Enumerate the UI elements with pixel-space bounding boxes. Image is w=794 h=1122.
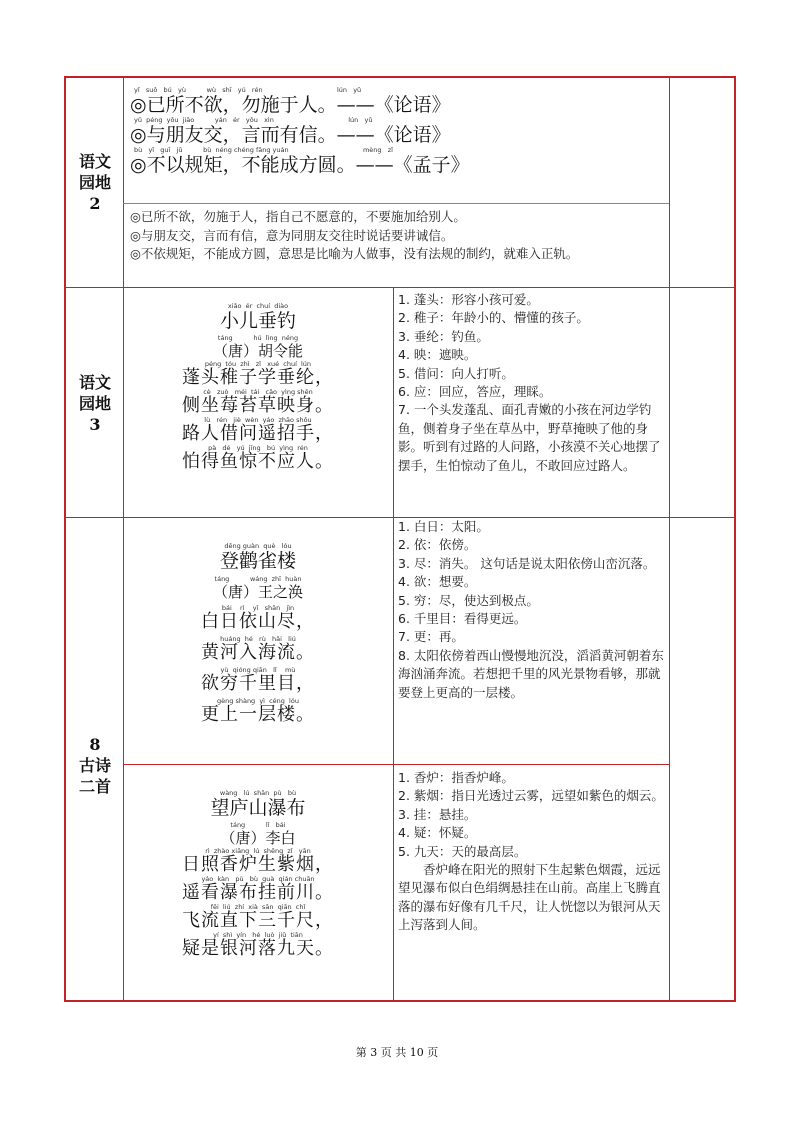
poem-title: dēng guàn què lóu 登鹳雀楼 <box>219 542 296 572</box>
poem-line: gèng shàng yì céng lóu 更上一层楼。 <box>201 697 315 725</box>
poem-line: yáo kàn pù bù guà qián chuān 遥看瀑布挂前川。 <box>182 875 334 903</box>
quote-text: ◎已所不欲，勿施于人。——《论语》 <box>130 94 451 116</box>
right-column-divider <box>669 78 670 1000</box>
page-footer: 第 3 页 共 10 页 <box>355 1046 439 1059</box>
pinyin: yǔ péng yǒu jiāo yán ér yǒu xìn lún yǔ <box>134 116 373 124</box>
poem-line: pà dé yú jīng bú yìng rén 怕得鱼惊不应人。 <box>182 444 334 472</box>
poem-xiaoer-chuidiao <box>124 302 392 472</box>
pinyin: bù yǐ guī jǔ bù néng chéng fāng yuán mèng zǐ <box>134 146 393 154</box>
poem-dengguanquelou <box>124 542 392 725</box>
section-divider <box>66 287 734 288</box>
quotes-block <box>130 86 660 176</box>
poem-line: fēi liú zhí xià sān qiān chǐ 飞流直下三千尺， <box>182 903 334 931</box>
quote-line <box>130 116 660 146</box>
translation-paragraph: 香炉峰在阳光的照射下生起紫色烟霞，远远望见瀑布似白色绢绸悬挂在山前。高崖上飞腾直落的瀑布好像有几千尺，让人恍惚以为银河从天上泻落到人间。 <box>398 862 661 933</box>
poem-line: huáng hé rù hǎi liú 黄河入海流。 <box>201 635 315 663</box>
poem-line: bái rì yī shān jìn 白日依山尽， <box>201 604 315 632</box>
poem-divider <box>123 764 669 765</box>
quote-meaning: ◎已所不欲，勿施于人，指自己不愿意的，不要施加给别人。 ◎与朋友交，言而有信，意为同朋友交往时说话要讲诚信。 ◎不依规矩，不能成方圆，意思是比喻为人做事，没有法规的制约，就难入正轨。 <box>130 209 579 261</box>
poem-line: péng tóu zhì zǐ xué chuí lún 蓬头稚子学垂纶， <box>182 360 334 388</box>
poem-author: táng wáng zhī huàn （唐）王之涣 <box>212 575 303 601</box>
poem-line: rì zhào xiāng lú shēng zǐ yān 日照香炉生紫烟， <box>182 847 334 875</box>
poem-line: yù qióng qiān lǐ mù 欲穷千里目， <box>201 666 315 694</box>
poem-line: yí shì yín hé luò jiǔ tiān 疑是银河落九天。 <box>182 931 334 959</box>
poem-title: xiǎo ér chuí diào 小儿垂钓 <box>219 302 296 332</box>
pinyin: yǐ suǒ bú yù wù shī yú rén lún yǔ <box>134 86 362 94</box>
quote-line <box>130 146 660 176</box>
poem-notes: 1. 蓬头：形容小孩可爱。 2. 稚子：年龄小的、懵懂的孩子。 3. 垂纶：钓鱼。 4. 映：遮映。 5. 借问：向人打听。 6. 应：回应，答应，理睬。 7. 一个头发蓬乱、面孔青嫩的小孩在河边学钓鱼，侧着身子坐在草丛中，野草掩映了他的身影。听到有过路的人问路，小孩漠不关心地摆了摆手，生怕惊动了鱼儿，不敢回应过路人。 <box>398 292 661 473</box>
poem-title: wàng lú shān pù bù 望庐山瀑布 <box>210 789 306 819</box>
poem-author: táng lǐ bái （唐）李白 <box>220 821 296 847</box>
poem-notes: 1. 白日：太阳。 2. 依：依傍。 3. 尽：消失。 这句话是说太阳依傍山峦沉落。 4. 欲：想要。 5. 穷：尽，使达到极点。 6. 千里目：看得更远。 7. 更：再。 8. 太阳依傍着西山慢慢地沉没，滔滔黄河朝着东海汹涌奔流。若想把千里的风光景物看够，那就要登上更高的一层楼。 <box>398 519 664 700</box>
poem-notes: 1. 香炉：指香炉峰。 2. 紫烟：指日光透过云雾，远望如紫色的烟云。 3. 挂：悬挂。 4. 疑：怀疑。 5. 九天：天的最高层。 香炉峰在阳光的照射下生起紫色烟霞，远远望见瀑布似白色绢绸悬挂在山前。高崖上飞腾直落的瀑布好像有几千尺，让人恍惚以为银河从天上泻落到人间。 <box>398 769 664 935</box>
poem-notes-divider <box>393 287 394 1000</box>
poem-wanglushanpubu <box>124 789 392 959</box>
section-label-2: 语文 园地 2 <box>78 152 111 213</box>
quote-text: ◎不以规矩，不能成方圆。——《孟子》 <box>130 154 470 176</box>
study-table <box>64 76 736 1002</box>
quote-text: ◎与朋友交，言而有信。——《论语》 <box>130 124 451 146</box>
poem-line: lù rén jiè wèn yáo zhāo shǒu 路人借问遥招手， <box>182 416 334 444</box>
quote-line <box>130 86 660 116</box>
poem-author: táng hú lìng néng （唐）胡令能 <box>212 334 303 360</box>
section-label-3: 语文 园地 3 <box>78 373 111 434</box>
section-label-8: 8 古诗 二首 <box>78 735 111 796</box>
poem-line: cè zuò méi tái cǎo yìng shēn 侧坐莓苔草映身。 <box>182 388 334 416</box>
quote-meaning-divider <box>123 203 669 204</box>
